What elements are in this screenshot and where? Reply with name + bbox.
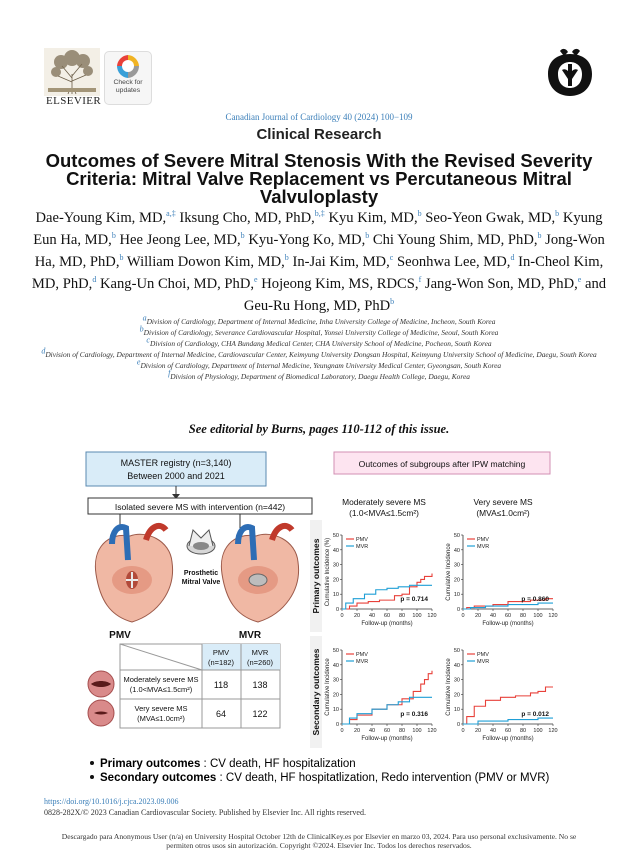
legend-label: PMV (356, 652, 368, 658)
affiliation-marker: a (142, 313, 147, 323)
legend-label: MVR (477, 544, 490, 550)
author-name: Jong-Won Ha, MD, PhD,$^b$ (34, 232, 605, 270)
author-name: Hee Jeong Lee, MD,$^b$ (119, 231, 245, 248)
km-plot-grid (325, 533, 558, 742)
author-affiliation-marker: a,‡ (166, 209, 176, 219)
author-name: Dae-Young Kim, MD,$^{a,\ddagger}$ (35, 209, 176, 226)
author-affiliation-marker: f (418, 275, 422, 285)
y-tick-label: 20 (453, 692, 460, 699)
y-tick-label: 30 (453, 677, 460, 684)
table-col-pmv: PMV (212, 648, 230, 657)
x-tick-label: 100 (533, 728, 543, 734)
author-affiliation-marker: b (417, 209, 422, 219)
x-tick-label: 100 (412, 728, 422, 734)
x-tick-label: 0 (461, 613, 465, 619)
author-affiliation-marker: d (92, 275, 97, 285)
bullet-icon (90, 761, 94, 765)
primary-outcome-line: Primary outcomes : CV death, HF hospitalization (100, 758, 356, 770)
y-tick-label: 0 (335, 722, 339, 728)
valve-label-2: Mitral Valve (181, 579, 221, 586)
table-row-very: Very severe MS (134, 704, 188, 713)
x-tick-label: 120 (427, 728, 437, 734)
affiliation-item: $^e$Division of Cardiology, Department of Internal Medicine, Yeungnam University Medical Center, Gyeongsan, South Korea (136, 357, 502, 370)
y-axis-label: Cumulative Incidence (446, 658, 452, 716)
author-affiliation-marker: b,‡ (314, 209, 325, 219)
km-panel (446, 648, 558, 742)
x-tick-label: 20 (353, 728, 361, 734)
y-tick-label: 40 (332, 662, 339, 669)
x-tick-label: 60 (504, 728, 512, 734)
affiliation-item: $^a$Division of Cardiology, Department of Internal Medicine, Inha University College of Medicine, Incheon, South Korea (142, 313, 496, 326)
article-title: Outcomes of Severe Mitral Stenosis With the Revised Severity Criteria: Mitral Valve Replacement vs Percutaneous Mitral Valvuloplasty (45, 150, 593, 207)
x-tick-label: 60 (383, 728, 391, 734)
table-cell-very-mvr: 122 (252, 709, 268, 719)
row-label-primary: Primary outcomes (311, 538, 321, 614)
x-axis-label: Follow-up (months) (482, 736, 534, 742)
table-row-moderate: Moderately severe MS (123, 675, 199, 684)
author-name: Seonhwa Lee, MD,$^d$ (396, 253, 515, 270)
y-tick-label: 20 (332, 577, 339, 584)
km-panel (325, 533, 437, 627)
author-name: In-Cheol Kim, MD, PhD,$^d$ (31, 254, 604, 292)
x-tick-label: 40 (489, 728, 497, 734)
author-affiliation-marker: b (555, 209, 560, 219)
x-tick-label: 20 (474, 613, 482, 619)
km-panel (325, 648, 437, 742)
table-col-mvr: MVR (251, 648, 269, 657)
y-tick-label: 40 (332, 547, 339, 554)
x-axis-label: Follow-up (months) (361, 621, 413, 627)
valve-label-1: Prosthetic (183, 570, 219, 577)
pmv-label: PMV (109, 630, 131, 641)
cohort-label: Isolated severe MS with intervention (n=442) (114, 502, 286, 512)
y-axis-label: Cumulative Incidence (325, 658, 331, 716)
legend-label: MVR (356, 659, 369, 665)
table-row-very-range: (MVA≤1.0cm²) (137, 714, 185, 723)
author-name: Kang-Un Choi, MD, PhD,$^e$ (99, 275, 258, 292)
table-col-mvr-n: (n=260) (246, 658, 274, 667)
y-tick-label: 50 (453, 648, 460, 654)
y-tick-label: 50 (332, 648, 339, 654)
x-axis-label: Follow-up (months) (361, 736, 413, 742)
x-tick-label: 0 (461, 728, 465, 734)
affiliation-marker: d (41, 346, 46, 356)
column-header-moderate-range: (1.0<MVA≤1.5cm²) (349, 508, 419, 518)
author-name: Chi Young Shim, MD, PhD,$^b$ (372, 231, 542, 248)
km-curve-pmv (342, 573, 432, 609)
author-name: Iksung Cho, MD, PhD,$^{b,\ddagger}$ (179, 209, 325, 226)
y-tick-label: 50 (453, 533, 460, 539)
author-name: Jang-Won Son, MD, PhD,$^e$ (424, 275, 582, 292)
x-tick-label: 120 (548, 728, 558, 734)
pmv-heart-illustration (95, 526, 172, 622)
x-tick-label: 120 (548, 613, 558, 619)
y-tick-label: 10 (453, 707, 460, 714)
x-tick-label: 20 (353, 613, 361, 619)
author-name: Hojeong Kim, MS, RDCS,$^f$ (261, 275, 422, 292)
author-affiliation-marker: b (240, 231, 245, 241)
row-label-secondary: Secondary outcomes (311, 648, 321, 736)
affiliation-marker: c (146, 335, 150, 345)
x-tick-label: 100 (533, 613, 543, 619)
x-tick-label: 40 (368, 728, 376, 734)
section-label: Clinical Research (256, 126, 382, 143)
x-tick-label: 0 (340, 613, 344, 619)
subgroup-header: Outcomes of subgroups after IPW matching (358, 459, 526, 469)
mvr-heart-illustration (221, 526, 298, 622)
p-value-annotation: p = 0.012 (521, 711, 549, 718)
x-axis-label: Follow-up (months) (482, 621, 534, 627)
p-value-annotation: p = 0.714 (400, 596, 428, 603)
table-cell-very-pmv: 64 (215, 709, 227, 719)
y-tick-label: 40 (453, 547, 460, 554)
author-name: In-Jai Kim, MD,$^c$ (292, 253, 394, 270)
x-tick-label: 0 (340, 728, 344, 734)
x-tick-label: 60 (504, 613, 512, 619)
y-tick-label: 30 (332, 562, 339, 569)
x-tick-label: 80 (519, 728, 527, 734)
secondary-outcome-line: Secondary outcomes : CV death, HF hospitatlization, Redo intervention (PMV or MVR) (100, 772, 550, 784)
affiliation-marker: b (139, 324, 144, 334)
author-affiliation-marker: b (537, 231, 542, 241)
author-affiliation-marker: b (119, 253, 124, 263)
legend-label: PMV (477, 652, 489, 658)
very-severe-ms-valve-icon (88, 700, 114, 726)
legend-label: PMV (356, 537, 368, 543)
affiliation-item: $^f$Division of Physiology, Department of Biomedical Laboratory, Daegu Health College, Daegu, Korea (168, 368, 470, 381)
x-tick-label: 80 (398, 728, 406, 734)
y-tick-label: 0 (456, 722, 460, 728)
table-cell-moderate-pmv: 118 (213, 680, 229, 690)
p-value-annotation: p = 0.316 (400, 711, 428, 718)
author-name: Kyu Kim, MD,$^b$ (328, 209, 422, 226)
author-name: Seo-Yeon Gwak, MD,$^b$ (425, 209, 560, 226)
table-row-moderate-range: (1.0<MVA≤1.5cm²) (129, 685, 193, 694)
y-tick-label: 20 (453, 577, 460, 584)
bullet-icon (90, 775, 94, 779)
affiliation-item: $^b$Division of Cardiology, Severance Cardiovascular Hospital, Yonsei University College of Medicine, Seoul, South Korea (139, 324, 499, 337)
table-cell-moderate-mvr: 138 (252, 680, 268, 690)
column-header-moderate: Moderately severe MS (342, 497, 426, 507)
publisher-name: ELSEVIER (46, 95, 102, 107)
author-affiliation-marker: b (365, 231, 370, 241)
x-tick-label: 80 (398, 613, 406, 619)
journal-citation: Canadian Journal of Cardiology 40 (2024) 100−109 (225, 112, 413, 122)
y-tick-label: 10 (332, 707, 339, 714)
affiliation-item: $^d$Division of Cardiology, Department of Internal Medicine, Cardiovascular Center, Keimyung University Dongsan Hospital, Keimyung University School of Medicine, Daegu, South Korea (41, 346, 597, 359)
km-curve-mvr (463, 718, 553, 724)
affiliation-marker: f (168, 368, 171, 378)
p-value-annotation: p = 0.860 (521, 596, 549, 603)
y-tick-label: 10 (453, 592, 460, 599)
registry-line-1: MASTER registry (n=3,140) (120, 458, 232, 468)
y-tick-label: 20 (332, 692, 339, 699)
author-name: Kyung Eun Ha, MD,$^b$ (33, 210, 603, 248)
y-tick-label: 10 (332, 592, 339, 599)
y-tick-label: 0 (335, 607, 339, 613)
table-col-pmv-n: (n=182) (207, 658, 235, 667)
y-tick-label: 30 (453, 562, 460, 569)
author-affiliation-marker: e (254, 275, 258, 285)
prosthetic-valve-icon (187, 530, 215, 554)
x-tick-label: 80 (519, 613, 527, 619)
editorial-note: See editorial by Burns, pages 110-112 of this issue. (188, 422, 450, 436)
km-panel (446, 533, 558, 627)
y-tick-label: 40 (453, 662, 460, 669)
author-affiliation-marker: b (111, 231, 116, 241)
y-tick-label: 0 (456, 607, 460, 613)
x-tick-label: 40 (368, 613, 376, 619)
author-affiliation-marker: c (389, 253, 394, 263)
download-note: Descargado para Anonymous User (n/a) en University Hospital October 12th de ClinicalKey.es por Elsevier en marzo 03, 2024. Para uso personal exclusivamente. No se permiten otros usos sin autorización. Copyright ©2024. Elsevier Inc. Todos los derechos reservados. (61, 832, 577, 850)
x-tick-label: 20 (474, 728, 482, 734)
author-affiliation-marker: b (284, 253, 289, 263)
author-affiliation-marker: b (390, 297, 395, 307)
mvr-label: MVR (238, 630, 262, 641)
author-name: William Dowon Kim, MD,$^b$ (126, 253, 289, 270)
y-tick-label: 50 (332, 533, 339, 539)
registry-line-2: Between 2000 and 2021 (127, 471, 225, 481)
moderate-ms-valve-icon (88, 671, 114, 697)
legend-label: PMV (477, 537, 489, 543)
author-affiliation-marker: d (510, 253, 515, 263)
doi-link[interactable]: https://doi.org/10.1016/j.cjca.2023.09.006 (44, 797, 179, 806)
legend-label: MVR (356, 544, 369, 550)
x-tick-label: 60 (383, 613, 391, 619)
y-tick-label: 30 (332, 677, 339, 684)
copyright-line: 0828-282X/© 2023 Canadian Cardiovascular Society. Published by Elsevier Inc. All rights reserved. (44, 808, 366, 817)
column-header-very-range: (MVA≤1.0cm²) (476, 508, 530, 518)
x-tick-label: 120 (427, 613, 437, 619)
column-header-very: Very severe MS (473, 497, 533, 507)
author-name: Kyu-Yong Ko, MD,$^b$ (248, 231, 370, 248)
x-tick-label: 100 (412, 613, 422, 619)
y-axis-label: Cumulative Incidence (446, 543, 452, 601)
affiliation-item: $^c$Division of Cardiology, CHA Bundang Medical Center, CHA University School of Medicine, Pocheon, South Korea (146, 335, 492, 348)
y-axis-label: Cumulative Incidence (%) (325, 537, 331, 607)
check-for-updates-label: Check for updates (113, 79, 143, 94)
affiliation-marker: e (136, 357, 141, 367)
author-name: and Geu-Ru Hong, MD, PhD$^b$ (243, 276, 607, 314)
legend-label: MVR (477, 659, 490, 665)
x-tick-label: 40 (489, 613, 497, 619)
author-affiliation-marker: e (577, 275, 582, 285)
